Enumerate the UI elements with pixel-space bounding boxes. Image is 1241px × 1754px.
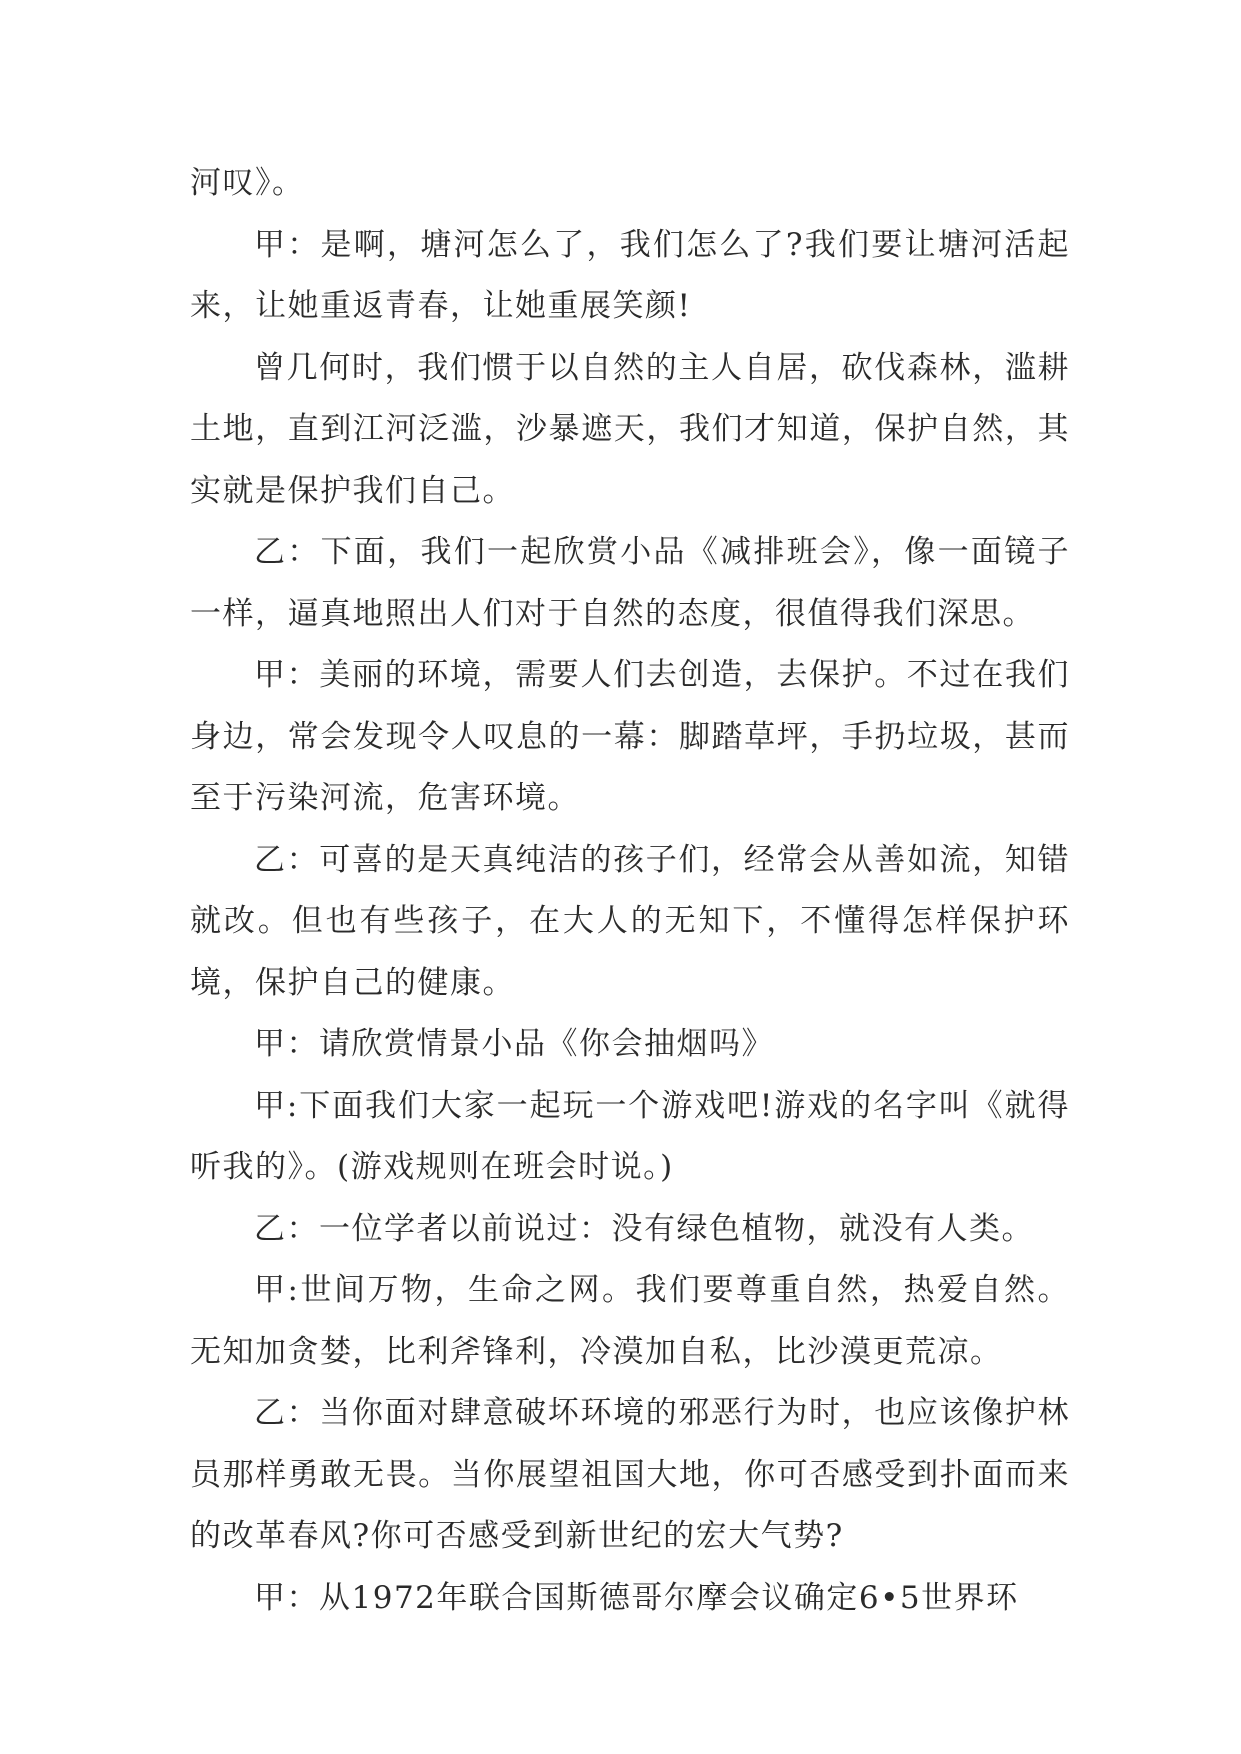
paragraph-5: 甲：美丽的环境，需要人们去创造，去保护。不过在我们身边，常会发现令人叹息的一幕：脚踏草坪，手扔垃圾，甚而至于污染河流，危害环境。 [190,657,1070,816]
paragraph-7: 甲：请欣赏情景小品《你会抽烟吗》 [254,1026,774,1062]
document-body [190,153,1070,1629]
paragraph-10: 甲:世间万物，生命之网。我们要尊重自然，热爱自然。无知加贪婪，比利斧锋利，冷漠加自私，比沙漠更荒凉。 [190,1272,1070,1370]
paragraph-8: 甲:下面我们大家一起玩一个游戏吧!游戏的名字叫《就得听我的》。(游戏规则在班会时说。) [190,1087,1070,1185]
paragraph-12: 甲：从1972年联合国斯德哥尔摩会议确定6•5世界环 [254,1579,1019,1616]
paragraph-6: 乙：可喜的是天真纯洁的孩子们，经常会从善如流，知错就改。但也有些孩子，在大人的无知下，不懂得怎样保护环境，保护自己的健康。 [190,841,1070,1001]
paragraph-4: 乙：下面，我们一起欣赏小品《减排班会》，像一面镜子一样，逼真地照出人们对于自然的态度，很值得我们深思。 [190,534,1070,632]
paragraph-3: 曾几何时，我们惯于以自然的主人自居，砍伐森林，滥耕土地，直到江河泛滥，沙暴遮天，我们才知道，保护自然，其实就是保护我们自己。 [190,349,1070,509]
paragraph-11: 乙：当你面对肆意破坏环境的邪恶行为时，也应该像护林员那样勇敢无畏。当你展望祖国大地，你可否感受到扑面而来的改革春风?你可否感受到新世纪的宏大气势? [190,1395,1070,1554]
paragraph-9: 乙：一位学者以前说过：没有绿色植物，就没有人类。 [254,1210,1034,1247]
paragraph-2: 甲：是啊，塘河怎么了，我们怎么了?我们要让塘河活起来，让她重返青春，让她重展笑颜! [190,226,1070,324]
paragraph-1: 河叹》。 [190,165,305,201]
